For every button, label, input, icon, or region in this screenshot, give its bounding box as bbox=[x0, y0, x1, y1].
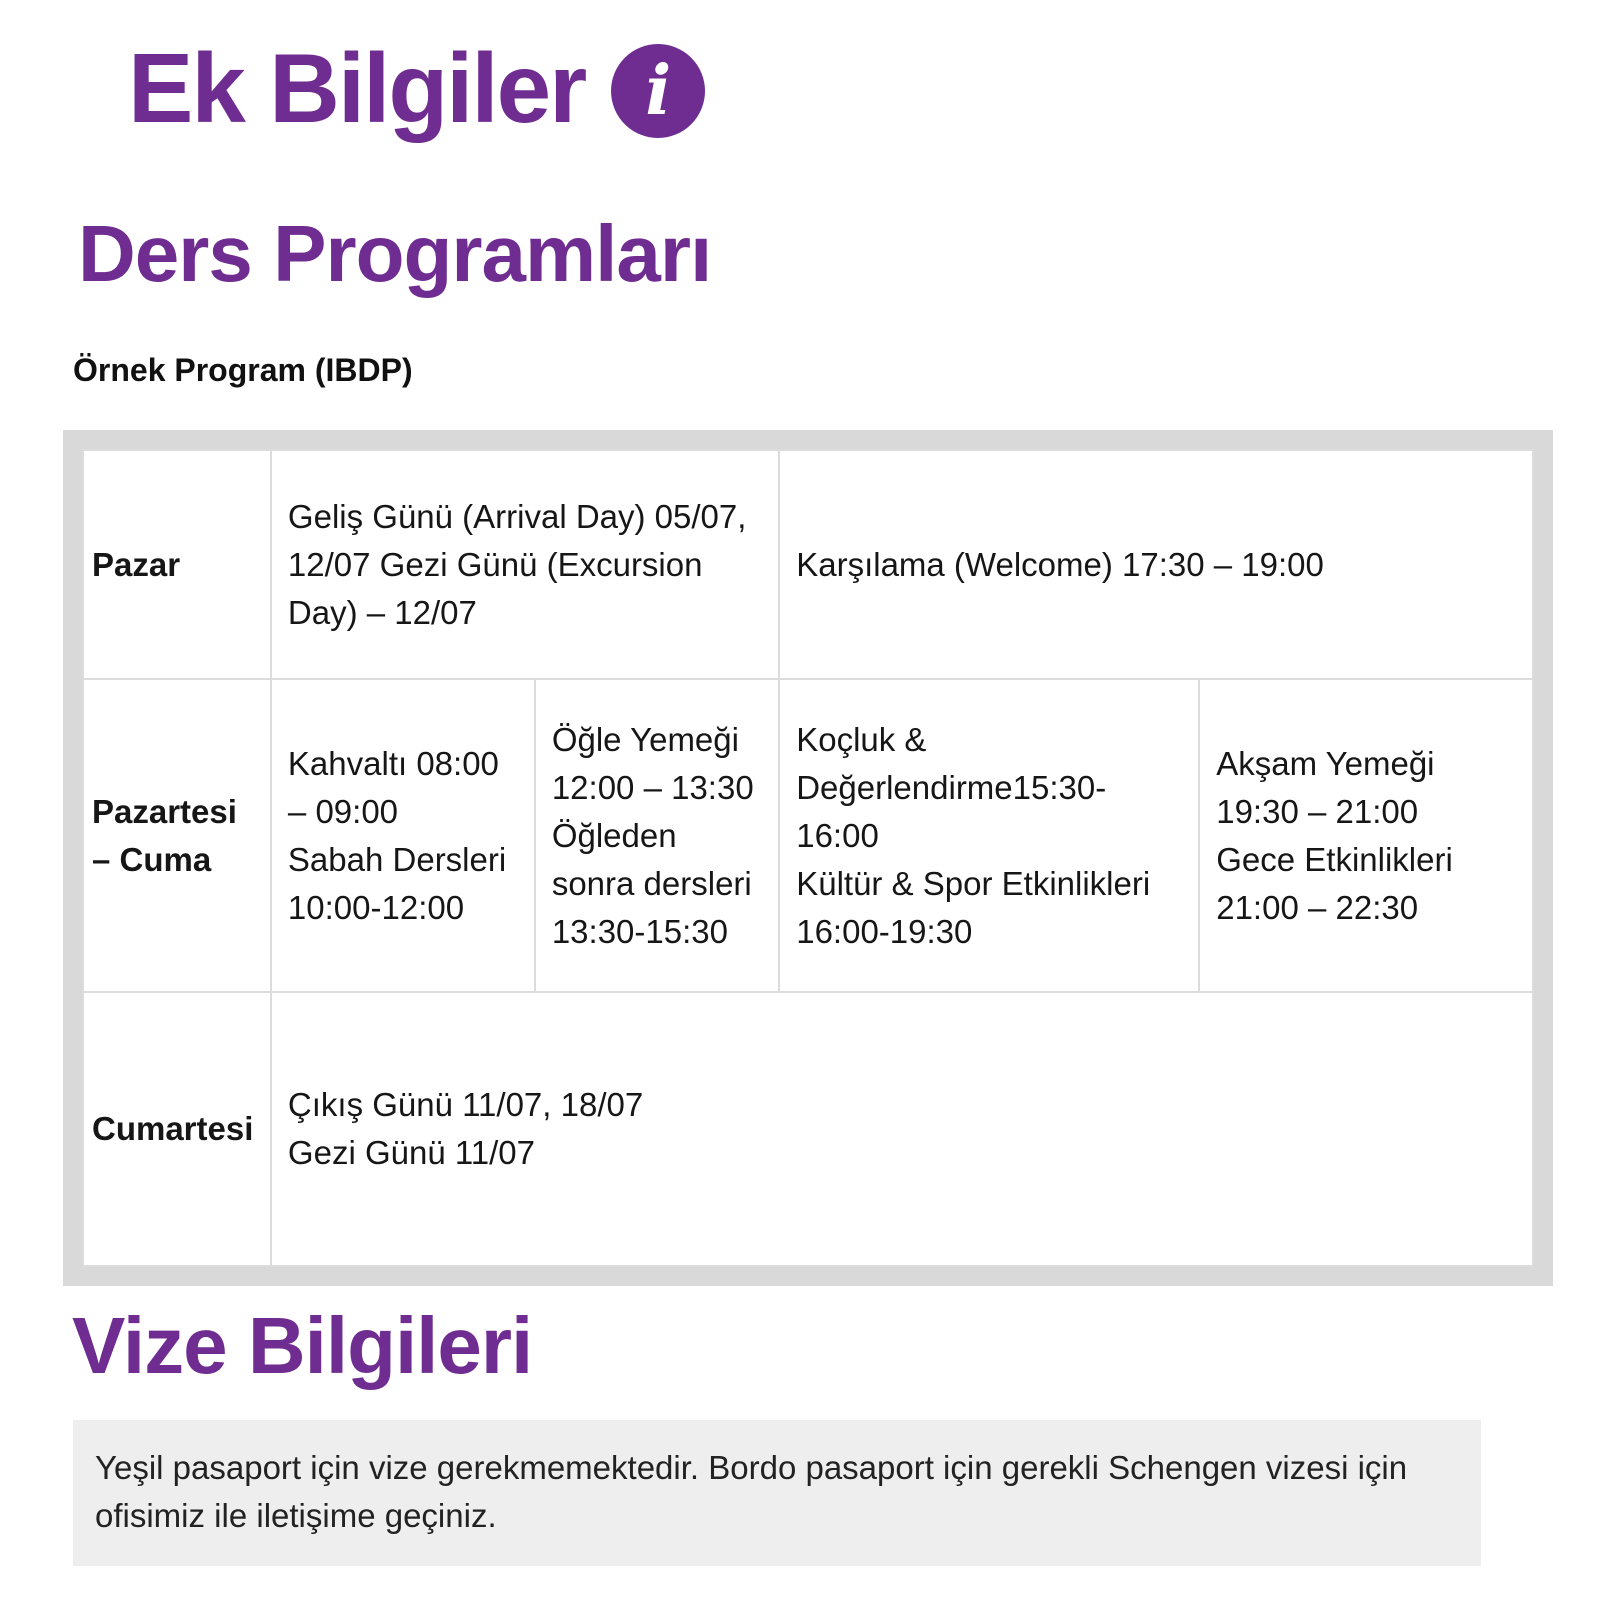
cell-line: Sabah Dersleri 10:00-12:00 bbox=[287, 840, 507, 926]
table-cell bbox=[271, 992, 1533, 1266]
table-row bbox=[83, 992, 1533, 1266]
table-cell bbox=[271, 679, 535, 992]
page-heading: Ek Bilgiler bbox=[128, 33, 586, 143]
cell-line: Gezi Günü 11/07 bbox=[287, 1134, 535, 1171]
table-cell bbox=[779, 679, 1199, 992]
day-cell-saturday: Cumartesi bbox=[83, 992, 271, 1266]
table-row bbox=[83, 679, 1533, 992]
day-cell-weekdays: Pazartesi – Cuma bbox=[83, 679, 271, 992]
table-cell bbox=[1199, 679, 1533, 992]
page-title bbox=[128, 33, 705, 143]
info-icon-glyph: i bbox=[645, 51, 672, 131]
cell-line: Gece Etkinlikleri 21:00 – 22:30 bbox=[1216, 840, 1453, 926]
cell-line: Öğle Yemeği 12:00 – 13:30 bbox=[551, 720, 754, 806]
table-row bbox=[83, 450, 1533, 679]
cell-line: Kültür & Spor Etkinlikleri 16:00-19:30 bbox=[796, 864, 1151, 950]
table-cell: Geliş Günü (Arrival Day) 05/07, 12/07 Gezi Günü (Excursion Day) – 12/07 bbox=[271, 450, 779, 679]
table-cell: Karşılama (Welcome) 17:30 – 19:00 bbox=[779, 450, 1533, 679]
schedule-section-title: Ders Programları bbox=[78, 209, 712, 298]
sample-program-label: Örnek Program (IBDP) bbox=[73, 352, 413, 388]
cell-line: Çıkış Günü 11/07, 18/07 bbox=[287, 1086, 644, 1123]
visa-info-box bbox=[73, 1420, 1481, 1566]
table-cell bbox=[535, 679, 779, 992]
info-icon[interactable] bbox=[611, 44, 705, 138]
cell-line: Öğleden sonra dersleri 13:30-15:30 bbox=[551, 816, 752, 950]
cell-line: Akşam Yemeği 19:30 – 21:00 bbox=[1216, 744, 1435, 830]
visa-info-text: Yeşil pasaport için vize gerekmemektedir. Bordo pasaport için gerekli Schengen vizesi için ofisimiz ile iletişime geçiniz. bbox=[95, 1449, 1408, 1534]
schedule-table bbox=[82, 449, 1534, 1267]
cell-line: Koçluk & Değerlendirme15:30-16:00 bbox=[796, 720, 1107, 854]
visa-section-title: Vize Bilgileri bbox=[72, 1301, 533, 1390]
day-cell-sunday: Pazar bbox=[83, 450, 271, 679]
schedule-table-frame bbox=[63, 430, 1553, 1286]
cell-line: Kahvaltı 08:00 – 09:00 bbox=[287, 744, 499, 830]
